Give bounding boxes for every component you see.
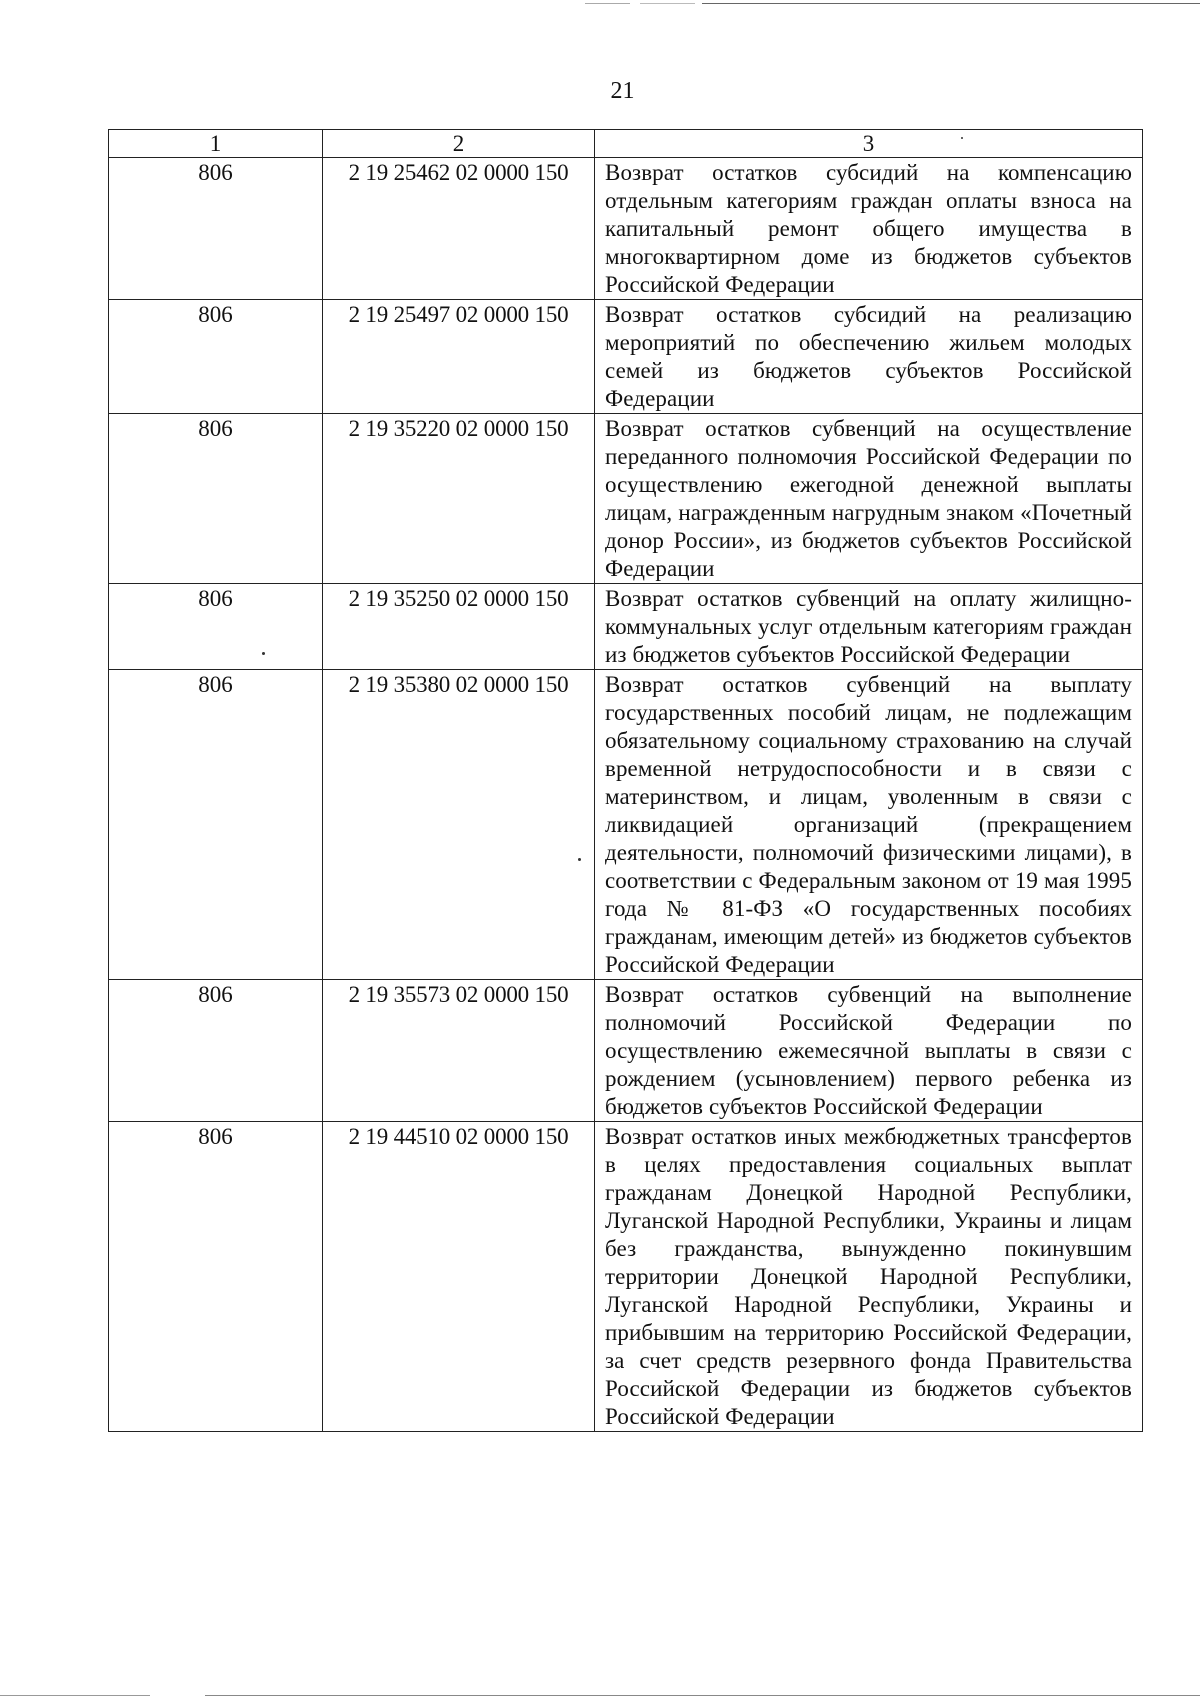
scan-edge-line bbox=[205, 1695, 1200, 1696]
table-row bbox=[109, 158, 1143, 300]
description-cell: Возврат остатков субсидий на компенсацию отдельным категориям граждан оплаты взноса на капитальный ремонт общего имущества в многоквартирном доме из бюджетов субъектов Российской Федерации bbox=[595, 158, 1143, 300]
column-header-2: 2 bbox=[323, 130, 595, 158]
budget-code-cell: 2 19 44510 02 0000 150 bbox=[323, 1122, 595, 1432]
budget-code-cell: 2 19 35220 02 0000 150 bbox=[323, 414, 595, 584]
scan-speck bbox=[961, 137, 963, 139]
scan-edge-line bbox=[585, 3, 630, 4]
scan-speck bbox=[262, 652, 265, 655]
scan-edge-line bbox=[640, 3, 695, 4]
budget-code-cell: 2 19 35573 02 0000 150 bbox=[323, 980, 595, 1122]
admin-code-cell: 806 bbox=[109, 980, 323, 1122]
table-header-row bbox=[109, 130, 1143, 158]
table-row bbox=[109, 980, 1143, 1122]
column-header-3: 3 bbox=[595, 130, 1143, 158]
admin-code-cell: 806 bbox=[109, 158, 323, 300]
admin-code-cell: 806 bbox=[109, 300, 323, 414]
page-number: 21 bbox=[610, 78, 635, 104]
table-row bbox=[109, 414, 1143, 584]
description-cell: Возврат остатков субвенций на выполнение полномочий Российской Федерации по осуществлению ежемесячной выплаты в связи с рождением (усыновлением) первого ребенка из бюджетов субъектов Российской Федерации bbox=[595, 980, 1143, 1122]
admin-code-cell: 806 bbox=[109, 670, 323, 980]
admin-code-cell: 806 bbox=[109, 414, 323, 584]
scan-edge-line bbox=[702, 3, 1200, 4]
table-row bbox=[109, 300, 1143, 414]
description-cell: Возврат остатков субвенций на выплату государственных пособий лицам, не подлежащим обязательному социальному страхованию на случай временной нетрудоспособности и в связи с материнством, и лицам, уволенным в связи с ликвидацией организаций (прекращением деятельности, полномочий физическими лицами), в соответствии с Федеральным законом от 19 мая 1995 года № 81-ФЗ «О государственных пособиях гражданам, имеющим детей» из бюджетов субъектов Российской Федерации bbox=[595, 670, 1143, 980]
table-row bbox=[109, 670, 1143, 980]
admin-code-cell: 806 bbox=[109, 1122, 323, 1432]
budget-code-cell: 2 19 35250 02 0000 150 bbox=[323, 584, 595, 670]
admin-code-cell: 806 bbox=[109, 584, 323, 670]
table-row bbox=[109, 584, 1143, 670]
description-cell: Возврат остатков иных межбюджетных трансфертов в целях предоставления социальных выплат гражданам Донецкой Народной Республики, Луганской Народной Республики, Украины и лицам без гражданства, вынужденно покинувшим территории Донецкой Народной Республики, Луганской Народной Республики, Украины и прибывшим на территорию Российской Федерации, за счет средств резервного фонда Правительства Российской Федерации из бюджетов субъектов Российской Федерации bbox=[595, 1122, 1143, 1432]
budget-code-cell: 2 19 25497 02 0000 150 bbox=[323, 300, 595, 414]
column-header-1: 1 bbox=[109, 130, 323, 158]
budget-code-cell: 2 19 35380 02 0000 150 bbox=[323, 670, 595, 980]
description-cell: Возврат остатков субвенций на оплату жилищно-коммунальных услуг отдельным категориям граждан из бюджетов субъектов Российской Федерации bbox=[595, 584, 1143, 670]
scan-speck bbox=[578, 858, 581, 861]
description-cell: Возврат остатков субсидий на реализацию мероприятий по обеспечению жильем молодых семей из бюджетов субъектов Российской Федерации bbox=[595, 300, 1143, 414]
budget-codes-table bbox=[108, 129, 1143, 1432]
table-row bbox=[109, 1122, 1143, 1432]
description-cell: Возврат остатков субвенций на осуществление переданного полномочия Российской Федерации по осуществлению ежегодной денежной выплаты лицам, награжденным нагрудным знаком «Почетный донор России», из бюджетов субъектов Российской Федерации bbox=[595, 414, 1143, 584]
scan-edge-line bbox=[0, 1695, 150, 1696]
budget-code-cell: 2 19 25462 02 0000 150 bbox=[323, 158, 595, 300]
